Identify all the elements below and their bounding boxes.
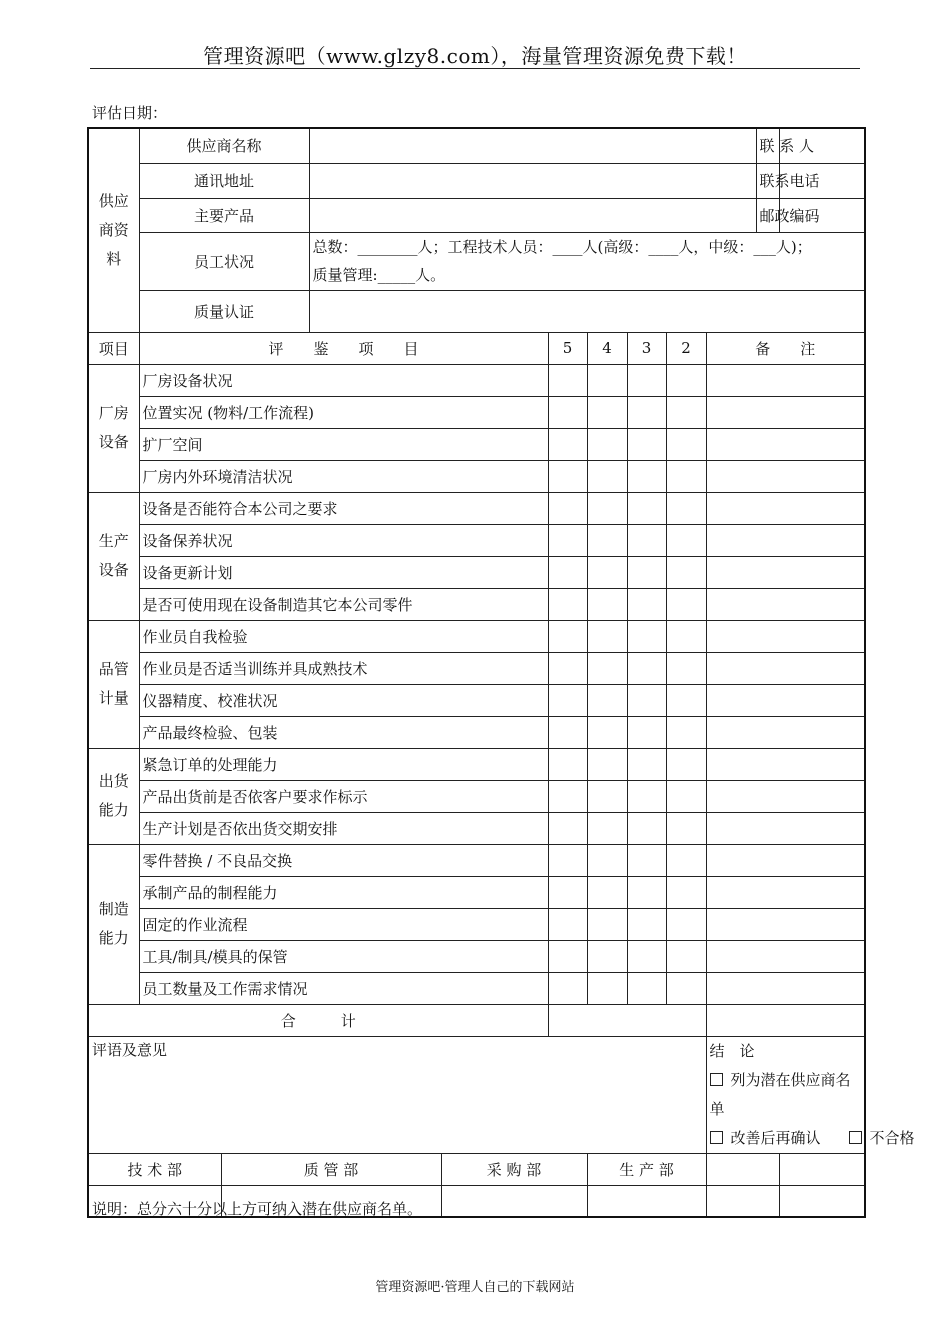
evaluation-item: 仪器精度、校准状况 bbox=[139, 684, 548, 716]
conclusion-label: 结 论 bbox=[709, 1041, 755, 1060]
remark-cell[interactable] bbox=[706, 492, 865, 524]
dept-extra-2 bbox=[779, 1153, 865, 1185]
score-3-cell[interactable] bbox=[627, 460, 666, 492]
score-3-cell[interactable] bbox=[627, 844, 666, 876]
dept-production-label: 生 产 部 bbox=[587, 1153, 706, 1185]
evaluation-row bbox=[88, 812, 865, 844]
score-2-cell[interactable] bbox=[666, 492, 706, 524]
evaluation-item: 是否可使用现在设备制造其它本公司零件 bbox=[139, 588, 548, 620]
remark-cell[interactable] bbox=[706, 972, 865, 1004]
option-unqualified: 不合格 bbox=[869, 1128, 915, 1147]
dept-tech-label: 技 术 部 bbox=[88, 1153, 221, 1185]
score-2-cell[interactable] bbox=[666, 684, 706, 716]
conclusion-cell bbox=[706, 1036, 915, 1153]
main-product-field[interactable] bbox=[309, 198, 756, 232]
total-label: 合 计 bbox=[88, 1004, 548, 1036]
evaluation-item: 位置实况 (物料/工作流程) bbox=[139, 396, 548, 428]
total-remark-field[interactable] bbox=[706, 1004, 865, 1036]
evaluation-row bbox=[88, 524, 865, 556]
score-5-cell[interactable] bbox=[548, 876, 587, 908]
category-label: 制造 能力 bbox=[88, 844, 139, 1004]
evaluation-row bbox=[88, 588, 865, 620]
score-5-cell[interactable] bbox=[548, 684, 587, 716]
staff-status-line-1: 总数：________人；工程技术人员：____人(高级：____人，中级：___人)； bbox=[312, 238, 812, 256]
evaluation-item: 作业员自我检验 bbox=[139, 620, 548, 652]
sign-extra-2-field[interactable] bbox=[779, 1185, 865, 1217]
evaluation-row bbox=[88, 460, 865, 492]
score-4-cell[interactable] bbox=[587, 428, 627, 460]
score-2-cell[interactable] bbox=[666, 524, 706, 556]
sign-production-field[interactable] bbox=[587, 1185, 706, 1217]
score-3-cell[interactable] bbox=[627, 908, 666, 940]
score-4-cell[interactable] bbox=[587, 460, 627, 492]
evaluation-row bbox=[88, 940, 865, 972]
score-3-cell[interactable] bbox=[627, 524, 666, 556]
score-5-cell[interactable] bbox=[548, 396, 587, 428]
score-5-cell[interactable] bbox=[548, 972, 587, 1004]
score-2-cell[interactable] bbox=[666, 620, 706, 652]
score-3-cell[interactable] bbox=[627, 652, 666, 684]
comments-field[interactable] bbox=[88, 1036, 706, 1153]
page-header-title: 管理资源吧（www.glzy8.com），海量管理资源免费下载！ bbox=[203, 44, 747, 68]
score-5-cell[interactable] bbox=[548, 652, 587, 684]
score-4-cell[interactable] bbox=[587, 684, 627, 716]
score-4-cell[interactable] bbox=[587, 492, 627, 524]
remark-cell[interactable] bbox=[706, 876, 865, 908]
score-3-cell[interactable] bbox=[627, 812, 666, 844]
remark-cell[interactable] bbox=[706, 556, 865, 588]
evaluation-item: 固定的作业流程 bbox=[139, 908, 548, 940]
remark-cell[interactable] bbox=[706, 524, 865, 556]
evaluation-row bbox=[88, 396, 865, 428]
score-3-cell[interactable] bbox=[627, 780, 666, 812]
evaluation-item: 扩厂空间 bbox=[139, 428, 548, 460]
evaluation-item-column-header: 评 鉴 项 目 bbox=[139, 332, 548, 364]
remark-cell[interactable] bbox=[706, 684, 865, 716]
project-column-header: 项目 bbox=[88, 332, 139, 364]
score-4-cell[interactable] bbox=[587, 908, 627, 940]
score-3-cell[interactable] bbox=[627, 684, 666, 716]
score-3-cell[interactable] bbox=[627, 556, 666, 588]
score-3-cell[interactable] bbox=[627, 972, 666, 1004]
score-5-cell[interactable] bbox=[548, 780, 587, 812]
score-5-cell[interactable] bbox=[548, 844, 587, 876]
score-2-cell[interactable] bbox=[666, 364, 706, 396]
remark-cell[interactable] bbox=[706, 364, 865, 396]
score-3-cell[interactable] bbox=[627, 876, 666, 908]
remark-cell[interactable] bbox=[706, 940, 865, 972]
evaluation-row bbox=[88, 492, 865, 524]
score-2-cell[interactable] bbox=[666, 460, 706, 492]
category-label: 品管 计量 bbox=[88, 620, 139, 748]
score-4-cell[interactable] bbox=[587, 588, 627, 620]
checkbox-potential-supplier[interactable] bbox=[710, 1073, 723, 1086]
evaluation-row bbox=[88, 556, 865, 588]
address-field[interactable] bbox=[309, 163, 756, 198]
score-3-cell[interactable] bbox=[627, 620, 666, 652]
score-5-cell[interactable] bbox=[548, 492, 587, 524]
header-divider bbox=[90, 68, 860, 69]
score-2-cell[interactable] bbox=[666, 716, 706, 748]
staff-status-line-2: 质量管理:_____人。 bbox=[312, 266, 446, 284]
supplier-name-field[interactable] bbox=[309, 128, 756, 163]
remark-cell[interactable] bbox=[706, 428, 865, 460]
score-2-cell[interactable] bbox=[666, 844, 706, 876]
evaluation-item: 承制产品的制程能力 bbox=[139, 876, 548, 908]
checkbox-reconfirm[interactable] bbox=[710, 1131, 723, 1144]
remark-cell[interactable] bbox=[706, 844, 865, 876]
remark-column-header: 备 注 bbox=[706, 332, 865, 364]
evaluation-item: 设备是否能符合本公司之要求 bbox=[139, 492, 548, 524]
score-2-cell[interactable] bbox=[666, 876, 706, 908]
score-3-cell[interactable] bbox=[627, 716, 666, 748]
evaluation-item: 零件替换 / 不良品交换 bbox=[139, 844, 548, 876]
score-3-cell[interactable] bbox=[627, 588, 666, 620]
remark-cell[interactable] bbox=[706, 652, 865, 684]
supplier-name-label: 供应商名称 bbox=[139, 128, 309, 163]
remark-cell[interactable] bbox=[706, 588, 865, 620]
score-3-cell[interactable] bbox=[627, 492, 666, 524]
evaluation-item: 设备保养状况 bbox=[139, 524, 548, 556]
quality-cert-label: 质量认证 bbox=[139, 290, 309, 332]
sign-purchase-field[interactable] bbox=[441, 1185, 587, 1217]
total-score-field[interactable] bbox=[548, 1004, 706, 1036]
score-5-cell[interactable] bbox=[548, 812, 587, 844]
remark-cell[interactable] bbox=[706, 780, 865, 812]
score-3-cell[interactable] bbox=[627, 748, 666, 780]
page-footer: 管理资源吧·管理人自己的下载网站 bbox=[375, 1280, 575, 1295]
score-5-cell[interactable] bbox=[548, 460, 587, 492]
evaluation-row bbox=[88, 972, 865, 1004]
evaluation-item: 产品最终检验、包装 bbox=[139, 716, 548, 748]
score-2-cell[interactable] bbox=[666, 396, 706, 428]
evaluation-row bbox=[88, 652, 865, 684]
score-4-cell[interactable] bbox=[587, 940, 627, 972]
score-4-cell[interactable] bbox=[587, 844, 627, 876]
score-2-cell[interactable] bbox=[666, 652, 706, 684]
score-4-cell[interactable] bbox=[587, 524, 627, 556]
evaluation-row bbox=[88, 876, 865, 908]
score-4-cell[interactable] bbox=[587, 876, 627, 908]
evaluation-item: 作业员是否适当训练并具成熟技术 bbox=[139, 652, 548, 684]
option-reconfirm: 改善后再确认 bbox=[730, 1128, 821, 1147]
remark-cell[interactable] bbox=[706, 716, 865, 748]
evaluation-row bbox=[88, 428, 865, 460]
evaluation-item: 员工数量及工作需求情况 bbox=[139, 972, 548, 1004]
evaluation-row bbox=[88, 716, 865, 748]
score-4-cell[interactable] bbox=[587, 748, 627, 780]
evaluation-row bbox=[88, 748, 865, 780]
remark-cell[interactable] bbox=[706, 908, 865, 940]
score-2-cell[interactable] bbox=[666, 972, 706, 1004]
sign-extra-1-field[interactable] bbox=[706, 1185, 779, 1217]
phone-label: 联系电话 bbox=[756, 163, 779, 198]
quality-cert-field[interactable] bbox=[309, 290, 865, 332]
score-2-cell[interactable] bbox=[666, 812, 706, 844]
score-4-cell[interactable] bbox=[587, 620, 627, 652]
score-2-header: 2 bbox=[666, 332, 706, 364]
staff-status-field[interactable] bbox=[309, 232, 865, 290]
score-4-cell[interactable] bbox=[587, 556, 627, 588]
evaluation-item: 产品出货前是否依客户要求作标示 bbox=[139, 780, 548, 812]
evaluation-item: 生产计划是否依出货交期安排 bbox=[139, 812, 548, 844]
score-3-cell[interactable] bbox=[627, 940, 666, 972]
postcode-label: 邮政编码 bbox=[756, 198, 779, 232]
score-4-cell[interactable] bbox=[587, 716, 627, 748]
evaluation-row bbox=[88, 844, 865, 876]
score-2-cell[interactable] bbox=[666, 748, 706, 780]
score-3-cell[interactable] bbox=[627, 396, 666, 428]
evaluation-item: 工具/制具/模具的保管 bbox=[139, 940, 548, 972]
evaluation-item: 厂房设备状况 bbox=[139, 364, 548, 396]
evaluation-row bbox=[88, 908, 865, 940]
score-2-cell[interactable] bbox=[666, 556, 706, 588]
score-5-cell[interactable] bbox=[548, 588, 587, 620]
score-2-cell[interactable] bbox=[666, 588, 706, 620]
score-5-cell[interactable] bbox=[548, 748, 587, 780]
score-4-cell[interactable] bbox=[587, 780, 627, 812]
option-potential-supplier: 列为潜在供应商名单 bbox=[709, 1070, 851, 1118]
score-4-cell[interactable] bbox=[587, 812, 627, 844]
contact-label: 联 系 人 bbox=[756, 128, 779, 163]
score-3-cell[interactable] bbox=[627, 364, 666, 396]
evaluation-row bbox=[88, 364, 865, 396]
evaluation-row bbox=[88, 780, 865, 812]
evaluation-date-label: 评估日期： bbox=[92, 104, 168, 122]
dept-quality-label: 质 管 部 bbox=[221, 1153, 441, 1185]
main-product-label: 主要产品 bbox=[139, 198, 309, 232]
supplier-info-section-label: 供应 商资 料 bbox=[88, 128, 139, 332]
score-2-cell[interactable] bbox=[666, 780, 706, 812]
score-4-cell[interactable] bbox=[587, 364, 627, 396]
form-remark: 说明：总分六十分以上方可纳入潜在供应商名单。 bbox=[92, 1200, 423, 1218]
score-4-cell[interactable] bbox=[587, 972, 627, 1004]
supplier-evaluation-form bbox=[87, 127, 915, 1218]
score-3-header: 3 bbox=[627, 332, 666, 364]
evaluation-item: 厂房内外环境清洁状况 bbox=[139, 460, 548, 492]
remark-cell[interactable] bbox=[706, 812, 865, 844]
score-2-cell[interactable] bbox=[666, 428, 706, 460]
checkbox-unqualified[interactable] bbox=[849, 1131, 862, 1144]
category-label: 厂房 设备 bbox=[88, 364, 139, 492]
address-label: 通讯地址 bbox=[139, 163, 309, 198]
evaluation-row bbox=[88, 684, 865, 716]
remark-cell[interactable] bbox=[706, 396, 865, 428]
score-2-cell[interactable] bbox=[666, 908, 706, 940]
score-4-cell[interactable] bbox=[587, 652, 627, 684]
dept-purchase-label: 采 购 部 bbox=[441, 1153, 587, 1185]
dept-extra-1 bbox=[706, 1153, 779, 1185]
evaluation-item: 设备更新计划 bbox=[139, 556, 548, 588]
evaluation-row bbox=[88, 620, 865, 652]
score-5-cell[interactable] bbox=[548, 908, 587, 940]
score-5-cell[interactable] bbox=[548, 524, 587, 556]
remark-cell[interactable] bbox=[706, 620, 865, 652]
score-5-cell[interactable] bbox=[548, 556, 587, 588]
comments-label: 评语及意见 bbox=[92, 1040, 168, 1059]
score-2-cell[interactable] bbox=[666, 940, 706, 972]
score-4-cell[interactable] bbox=[587, 396, 627, 428]
remark-cell[interactable] bbox=[706, 460, 865, 492]
category-label: 生产 设备 bbox=[88, 492, 139, 620]
score-5-cell[interactable] bbox=[548, 716, 587, 748]
score-5-header: 5 bbox=[548, 332, 587, 364]
remark-cell[interactable] bbox=[706, 748, 865, 780]
staff-status-label: 员工状况 bbox=[139, 232, 309, 290]
score-5-cell[interactable] bbox=[548, 428, 587, 460]
score-5-cell[interactable] bbox=[548, 940, 587, 972]
score-3-cell[interactable] bbox=[627, 428, 666, 460]
score-4-header: 4 bbox=[587, 332, 627, 364]
evaluation-item: 紧急订单的处理能力 bbox=[139, 748, 548, 780]
category-label: 出货 能力 bbox=[88, 748, 139, 844]
score-5-cell[interactable] bbox=[548, 364, 587, 396]
score-5-cell[interactable] bbox=[548, 620, 587, 652]
